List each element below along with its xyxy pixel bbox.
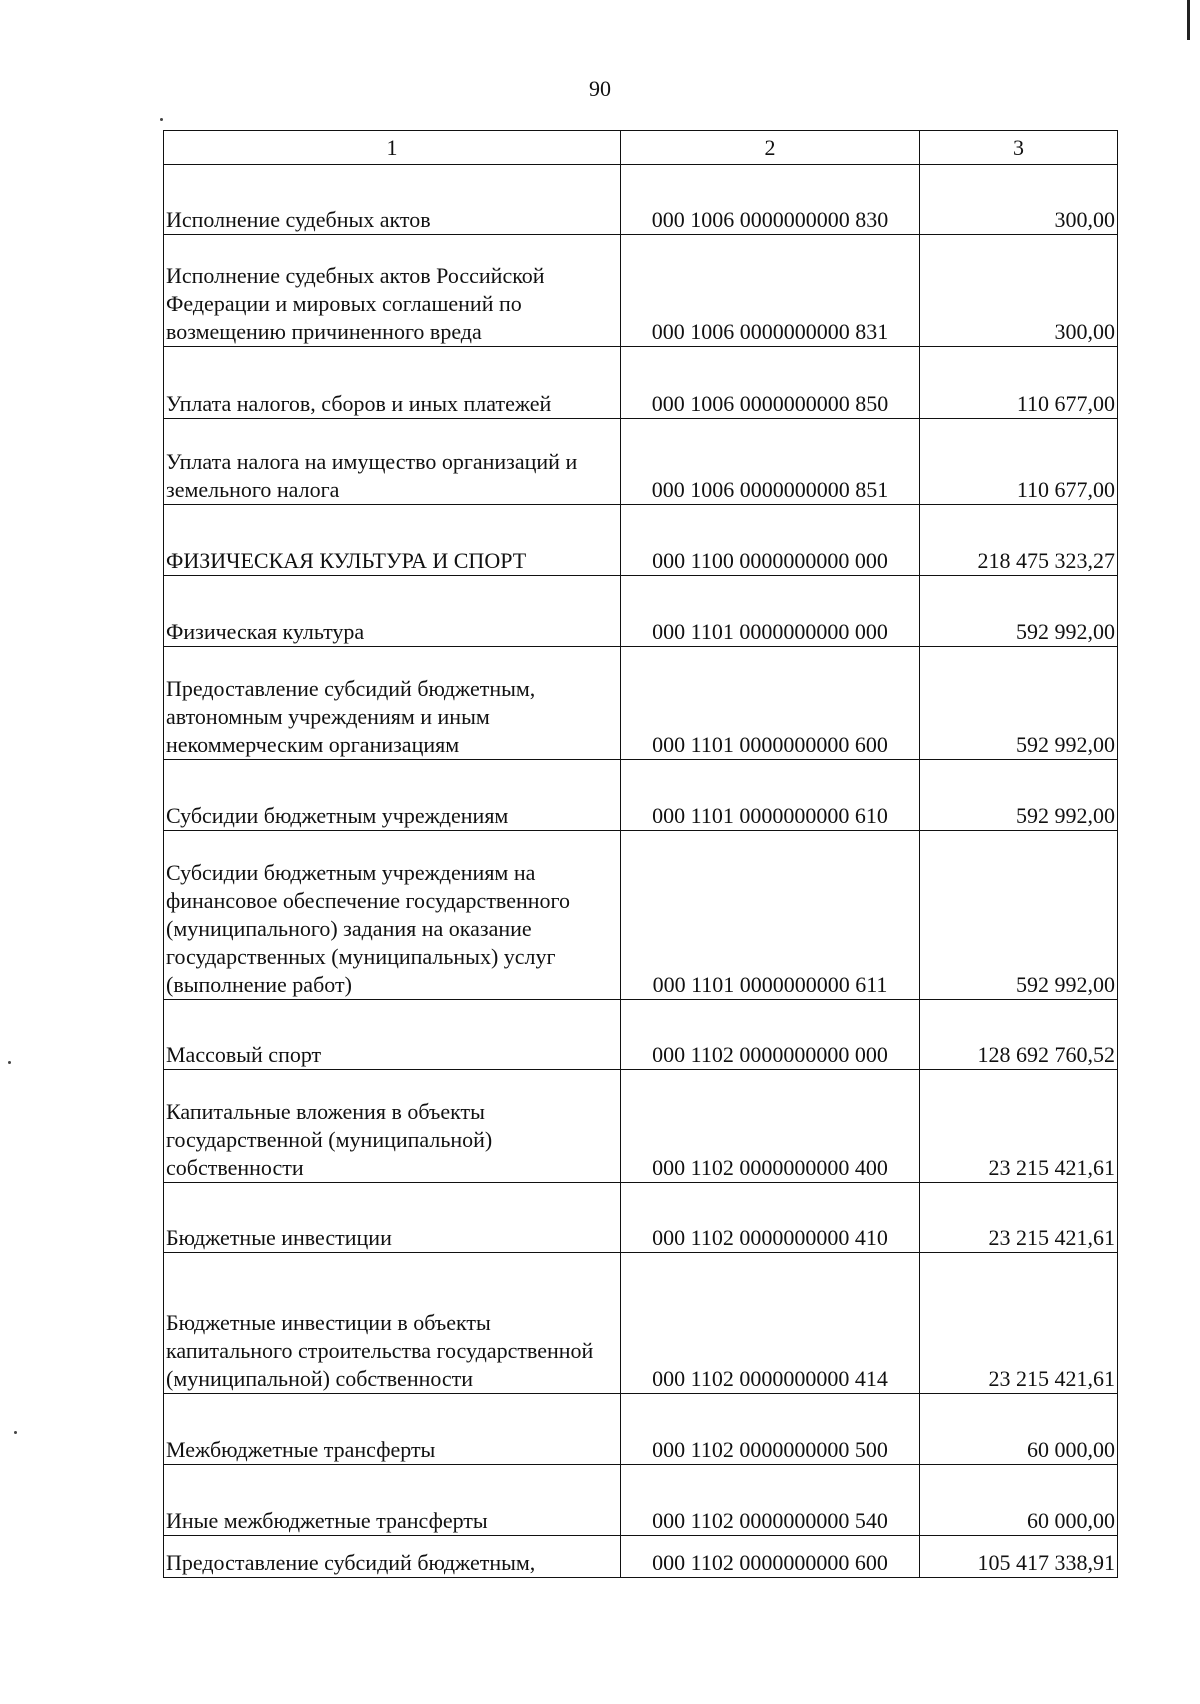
row-sum-cell: 218 475 323,27 (920, 505, 1118, 576)
row-code-cell: 000 1101 0000000000 611 (621, 831, 920, 1000)
table-row (164, 1465, 1118, 1536)
table-row (164, 235, 1118, 347)
row-name-cell: Бюджетные инвестиции (164, 1183, 621, 1253)
table-row (164, 1536, 1118, 1578)
row-code-cell: 000 1101 0000000000 610 (621, 760, 920, 831)
page-number: 90 (589, 76, 611, 101)
row-code-cell: 000 1102 0000000000 400 (621, 1070, 920, 1183)
row-sum-cell: 300,00 (920, 235, 1118, 347)
row-code-cell: 000 1006 0000000000 830 (621, 165, 920, 235)
row-name-cell: Уплата налога на имущество организаций и земельного налога (164, 419, 621, 505)
table-row (164, 505, 1118, 576)
row-name-cell: Субсидии бюджетным учреждениям (164, 760, 621, 831)
row-name-cell: Иные межбюджетные трансферты (164, 1465, 621, 1536)
table-row (164, 419, 1118, 505)
table-row (164, 831, 1118, 1000)
row-name-cell: Предоставление субсидий бюджетным, (164, 1536, 621, 1578)
row-code-cell: 000 1101 0000000000 600 (621, 647, 920, 760)
row-name-cell: Бюджетные инвестиции в объекты капитального строительства государственной (муниципальной) собственности (164, 1253, 621, 1394)
row-code-cell: 000 1102 0000000000 000 (621, 1000, 920, 1070)
row-code-cell: 000 1006 0000000000 850 (621, 347, 920, 419)
row-code-cell: 000 1006 0000000000 851 (621, 419, 920, 505)
row-sum-cell: 592 992,00 (920, 831, 1118, 1000)
scan-speck (8, 1061, 11, 1064)
row-name-cell: Массовый спорт (164, 1000, 621, 1070)
row-name-cell: Уплата налогов, сборов и иных платежей (164, 347, 621, 419)
row-name-cell: ФИЗИЧЕСКАЯ КУЛЬТУРА И СПОРТ (164, 505, 621, 576)
row-sum-cell: 300,00 (920, 165, 1118, 235)
row-sum-cell: 60 000,00 (920, 1465, 1118, 1536)
column-header-sum: 3 (920, 131, 1118, 165)
row-sum-cell: 23 215 421,61 (920, 1253, 1118, 1394)
table-row (164, 1394, 1118, 1465)
row-sum-cell: 592 992,00 (920, 576, 1118, 647)
column-header-code: 2 (621, 131, 920, 165)
scan-speck (14, 1431, 17, 1434)
table-row (164, 760, 1118, 831)
row-sum-cell: 105 417 338,91 (920, 1536, 1118, 1578)
row-code-cell: 000 1102 0000000000 540 (621, 1465, 920, 1536)
table-row (164, 347, 1118, 419)
row-sum-cell: 592 992,00 (920, 647, 1118, 760)
table-row (164, 1183, 1118, 1253)
table-row (164, 1253, 1118, 1394)
row-name-cell: Физическая культура (164, 576, 621, 647)
row-name-cell: Предоставление субсидий бюджетным, автономным учреждениям и иным некоммерческим организациям (164, 647, 621, 760)
row-sum-cell: 128 692 760,52 (920, 1000, 1118, 1070)
row-code-cell: 000 1101 0000000000 000 (621, 576, 920, 647)
scan-edge-mark (1187, 0, 1190, 40)
row-name-cell: Межбюджетные трансферты (164, 1394, 621, 1465)
row-sum-cell: 110 677,00 (920, 419, 1118, 505)
table-row (164, 1070, 1118, 1183)
row-sum-cell: 60 000,00 (920, 1394, 1118, 1465)
row-code-cell: 000 1102 0000000000 600 (621, 1536, 920, 1578)
row-sum-cell: 23 215 421,61 (920, 1070, 1118, 1183)
table-body (164, 165, 1118, 1578)
table-header-row (164, 131, 1118, 165)
table-row (164, 1000, 1118, 1070)
row-code-cell: 000 1100 0000000000 000 (621, 505, 920, 576)
row-sum-cell: 592 992,00 (920, 760, 1118, 831)
budget-table (163, 130, 1118, 1578)
row-name-cell: Исполнение судебных актов Российской Федерации и мировых соглашений по возмещению причиненного вреда (164, 235, 621, 347)
table-row (164, 647, 1118, 760)
table-row (164, 576, 1118, 647)
row-sum-cell: 110 677,00 (920, 347, 1118, 419)
row-name-cell: Исполнение судебных актов (164, 165, 621, 235)
row-code-cell: 000 1102 0000000000 500 (621, 1394, 920, 1465)
row-code-cell: 000 1102 0000000000 414 (621, 1253, 920, 1394)
scan-speck (160, 118, 163, 121)
row-code-cell: 000 1102 0000000000 410 (621, 1183, 920, 1253)
row-sum-cell: 23 215 421,61 (920, 1183, 1118, 1253)
row-name-cell: Капитальные вложения в объекты государственной (муниципальной) собственности (164, 1070, 621, 1183)
row-name-cell: Субсидии бюджетным учреждениям на финансовое обеспечение государственного (муниципального) задания на оказание государственных (муниципальных) услуг (выполнение работ) (164, 831, 621, 1000)
table-row (164, 165, 1118, 235)
row-code-cell: 000 1006 0000000000 831 (621, 235, 920, 347)
column-header-name: 1 (164, 131, 621, 165)
